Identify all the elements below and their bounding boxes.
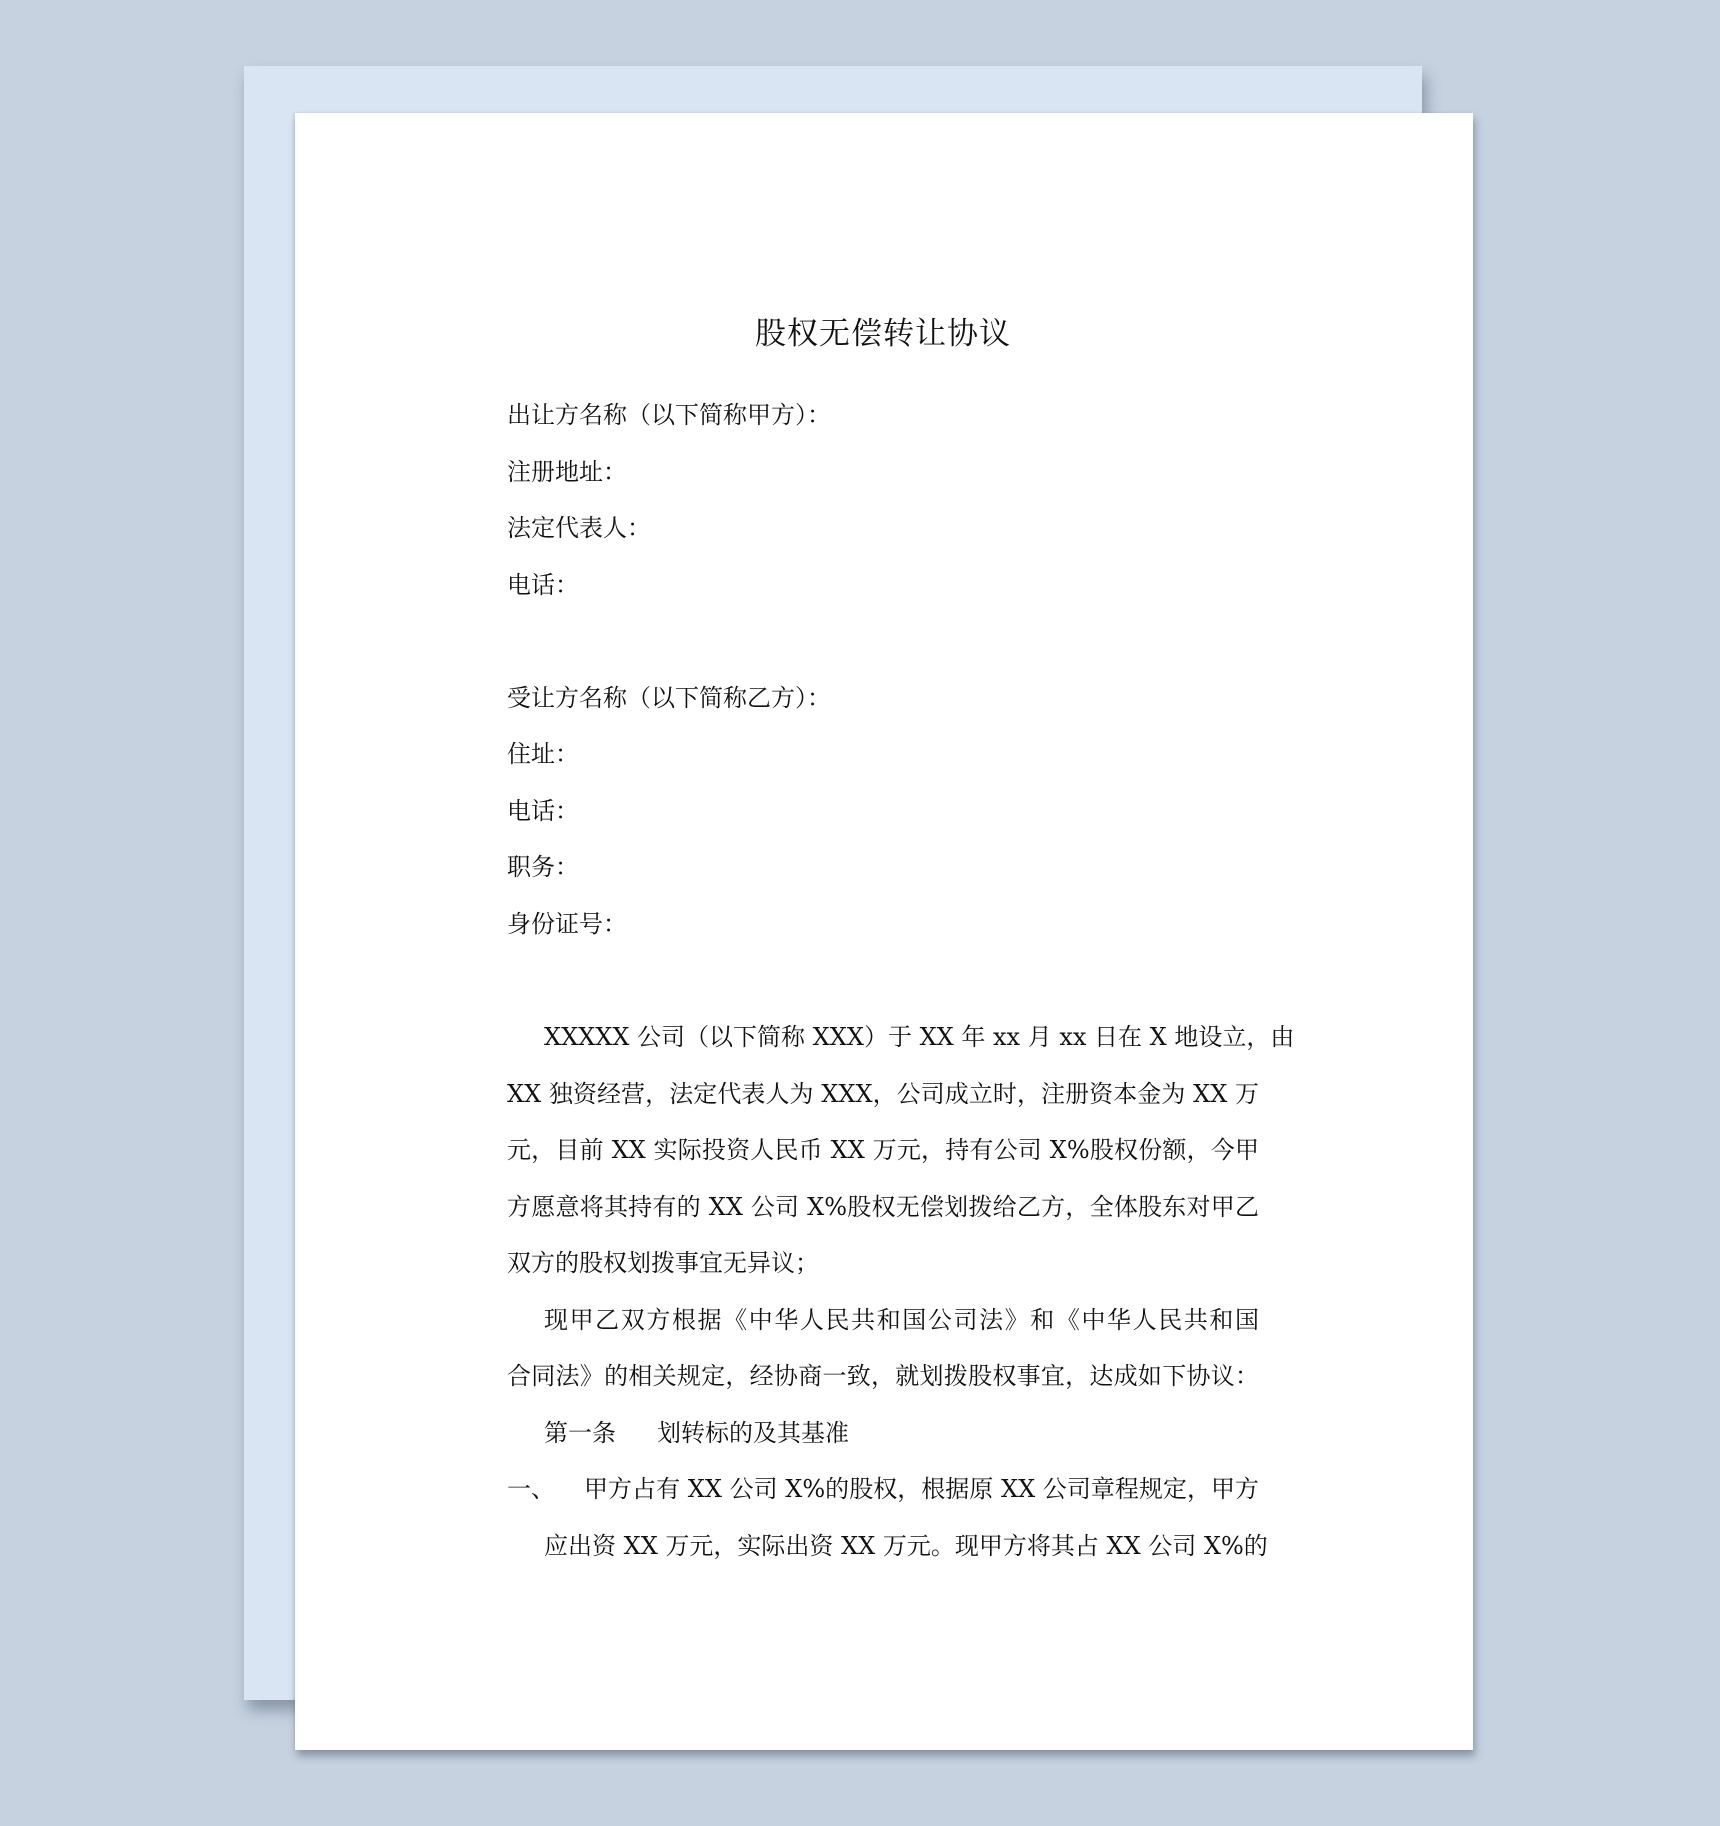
clause-one-marker: 一、 [507,1475,555,1503]
transferee-name-label: 受让方名称（以下简称乙方）： [507,684,831,712]
body-paragraph-line: 双方的股权划拨事宜无异议； [507,1249,819,1277]
article-one-number: 第一条 [544,1419,616,1447]
transferor-name-label: 出让方名称（以下简称甲方）： [507,401,831,429]
body-paragraph-line: 现甲乙双方根据《中华人民共和国公司法》和《中华人民共和国 [544,1306,1259,1334]
body-paragraph-line: 方愿意将其持有的 XX 公司 X%股权无偿划拨给乙方，全体股东对甲乙 [507,1193,1259,1221]
transferee-position-label: 职务： [507,853,579,881]
clause-one-line: 应出资 XX 万元，实际出资 XX 万元。现甲方将其占 XX 公司 X%的 [544,1532,1268,1560]
transferee-phone-label: 电话： [507,797,579,825]
clause-one-line: 甲方占有 XX 公司 X%的股权，根据原 XX 公司章程规定，甲方 [584,1475,1259,1503]
body-paragraph-line: XX 独资经营，法定代表人为 XXX，公司成立时，注册资本金为 XX 万 [507,1080,1259,1108]
transferor-address-label: 注册地址： [507,458,627,486]
document-title: 股权无偿转让协议 [755,316,1011,352]
body-paragraph-line: XXXXX 公司（以下简称 XXX）于 XX 年 xx 月 xx 日在 X 地设立，由 [544,1023,1295,1051]
body-paragraph-line: 合同法》的相关规定，经协商一致，就划拨股权事宜，达成如下协议： [507,1362,1259,1390]
transferee-id-label: 身份证号： [507,910,627,938]
transferee-address-label: 住址： [507,740,579,768]
transferor-legal-rep-label: 法定代表人： [507,514,651,542]
transferor-phone-label: 电话： [507,571,579,599]
body-paragraph-line: 元，目前 XX 实际投资人民币 XX 万元，持有公司 X%股权份额，今甲 [507,1136,1259,1164]
document-page [295,113,1473,1750]
article-one-heading: 划转标的及其基准 [657,1419,849,1447]
